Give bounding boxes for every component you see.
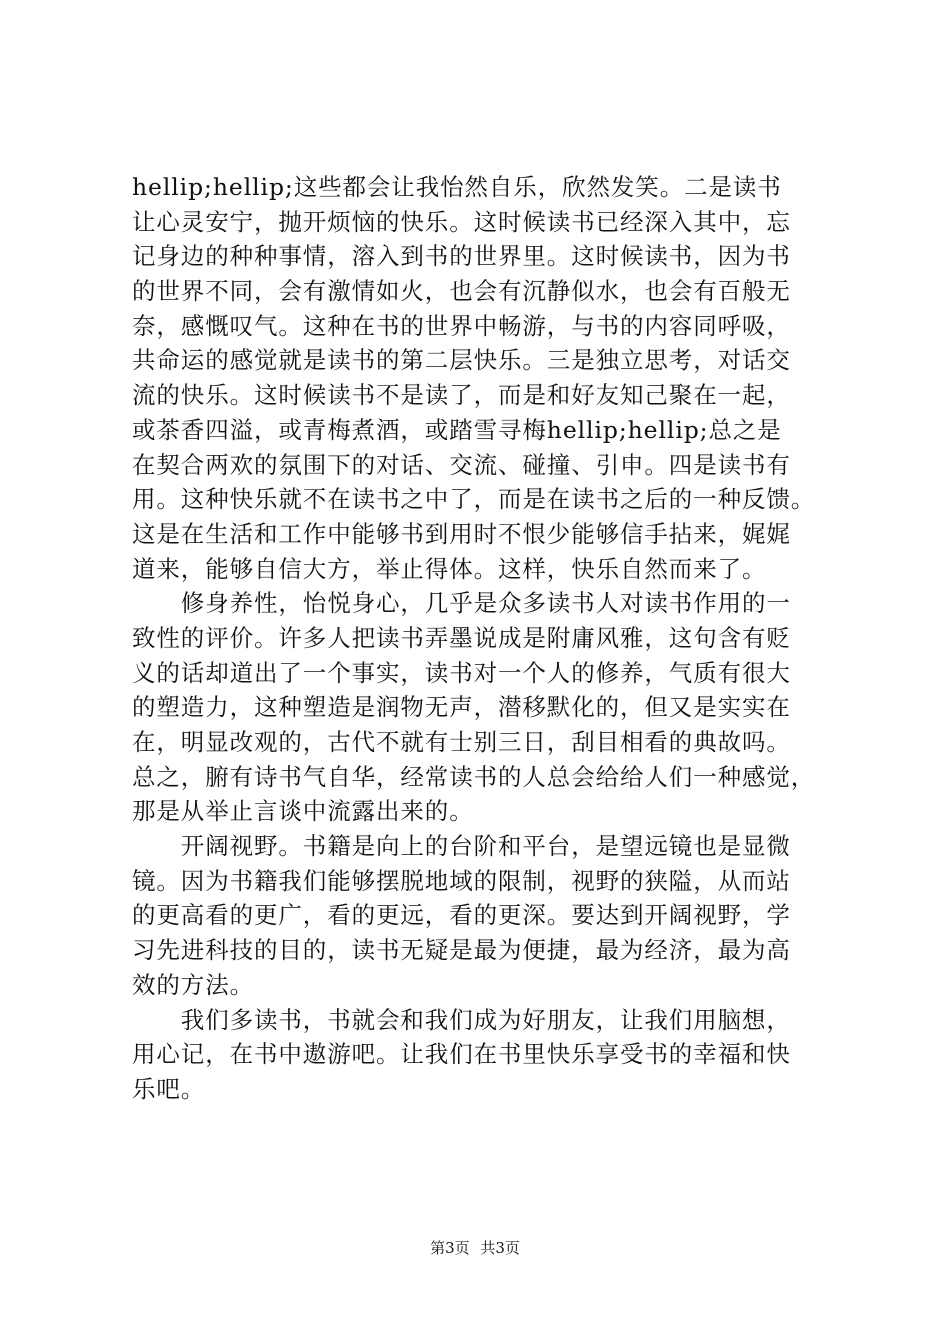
text-line: 或茶香四溢，或青梅煮酒，或踏雪寻梅hellip;hellip;总之是 bbox=[132, 415, 782, 444]
text-line: 让心灵安宁，抛开烦恼的快乐。这时候读书已经深入其中，忘 bbox=[132, 207, 791, 236]
text-line: 共命运的感觉就是读书的第二层快乐。三是独立思考，对话交 bbox=[132, 346, 791, 375]
text-line: 的塑造力，这种塑造是润物无声，潜移默化的，但又是实实在 bbox=[132, 693, 791, 722]
text-line: 的更高看的更广，看的更远，看的更深。要达到开阔视野，学 bbox=[132, 901, 791, 930]
text-line: 道来，能够自信大方，举止得体。这样，快乐自然而来了。 bbox=[132, 554, 767, 583]
text-line: 用。这种快乐就不在读书之中了，而是在读书之后的一种反馈。 bbox=[132, 485, 816, 514]
text-line: 开阔视野。书籍是向上的台阶和平台，是望远镜也是显微 bbox=[132, 832, 791, 861]
text-line: 在，明显改观的，古代不就有士别三日，刮目相看的典故吗。 bbox=[132, 728, 791, 756]
text-line: 效的方法。 bbox=[132, 970, 254, 999]
text-line: 那是从举止言谈中流露出来的。 bbox=[132, 797, 474, 826]
text-line: 镜。因为书籍我们能够摆脱地域的限制，视野的狭隘，从而站 bbox=[132, 866, 791, 895]
text-line: 致性的评价。许多人把读书弄墨说成是附庸风雅，这句含有贬 bbox=[132, 623, 791, 652]
text-line: 记身边的种种事情，溶入到书的世界里。这时候读书，因为书 bbox=[132, 242, 791, 271]
text-line: 用心记，在书中遨游吧。让我们在书里快乐享受书的幸福和快 bbox=[132, 1040, 791, 1069]
text-line: 这是在生活和工作中能够书到用时不恨少能够信手拈来，娓娓 bbox=[132, 519, 791, 548]
text-line: 在契合两欢的氛围下的对话、交流、碰撞、引申。四是读书有 bbox=[132, 450, 791, 479]
text-line: 的世界不同，会有激情如火，也会有沉静似水，也会有百般无 bbox=[132, 277, 791, 306]
page-number-current: 第3页 bbox=[430, 1239, 470, 1257]
text-line: 乐吧。 bbox=[132, 1074, 206, 1103]
page-number-total: 共3页 bbox=[480, 1239, 520, 1257]
text-line: 流的快乐。这时候读书不是读了，而是和好友知己聚在一起， bbox=[132, 381, 791, 410]
text-line: 总之，腑有诗书气自华，经常读书的人总会给给人们一种感觉， bbox=[132, 762, 816, 791]
text-line: 奈，感慨叹气。这种在书的世界中畅游，与书的内容同呼吸， bbox=[132, 311, 791, 340]
text-line: 修身养性，怡悦身心，几乎是众多读书人对读书作用的一 bbox=[132, 589, 791, 618]
text-line: 我们多读书，书就会和我们成为好朋友，让我们用脑想， bbox=[132, 1005, 791, 1034]
text-line: 义的话却道出了一个事实，读书对一个人的修养，气质有很大 bbox=[132, 658, 791, 687]
text-line: 习先进科技的目的，读书无疑是最为便捷，最为经济，最为高 bbox=[132, 936, 791, 965]
text-line: hellip;hellip;这些都会让我怡然自乐，欣然发笑。二是读书 bbox=[132, 173, 782, 201]
page-footer bbox=[0, 1238, 950, 1258]
document-body bbox=[132, 170, 832, 1107]
